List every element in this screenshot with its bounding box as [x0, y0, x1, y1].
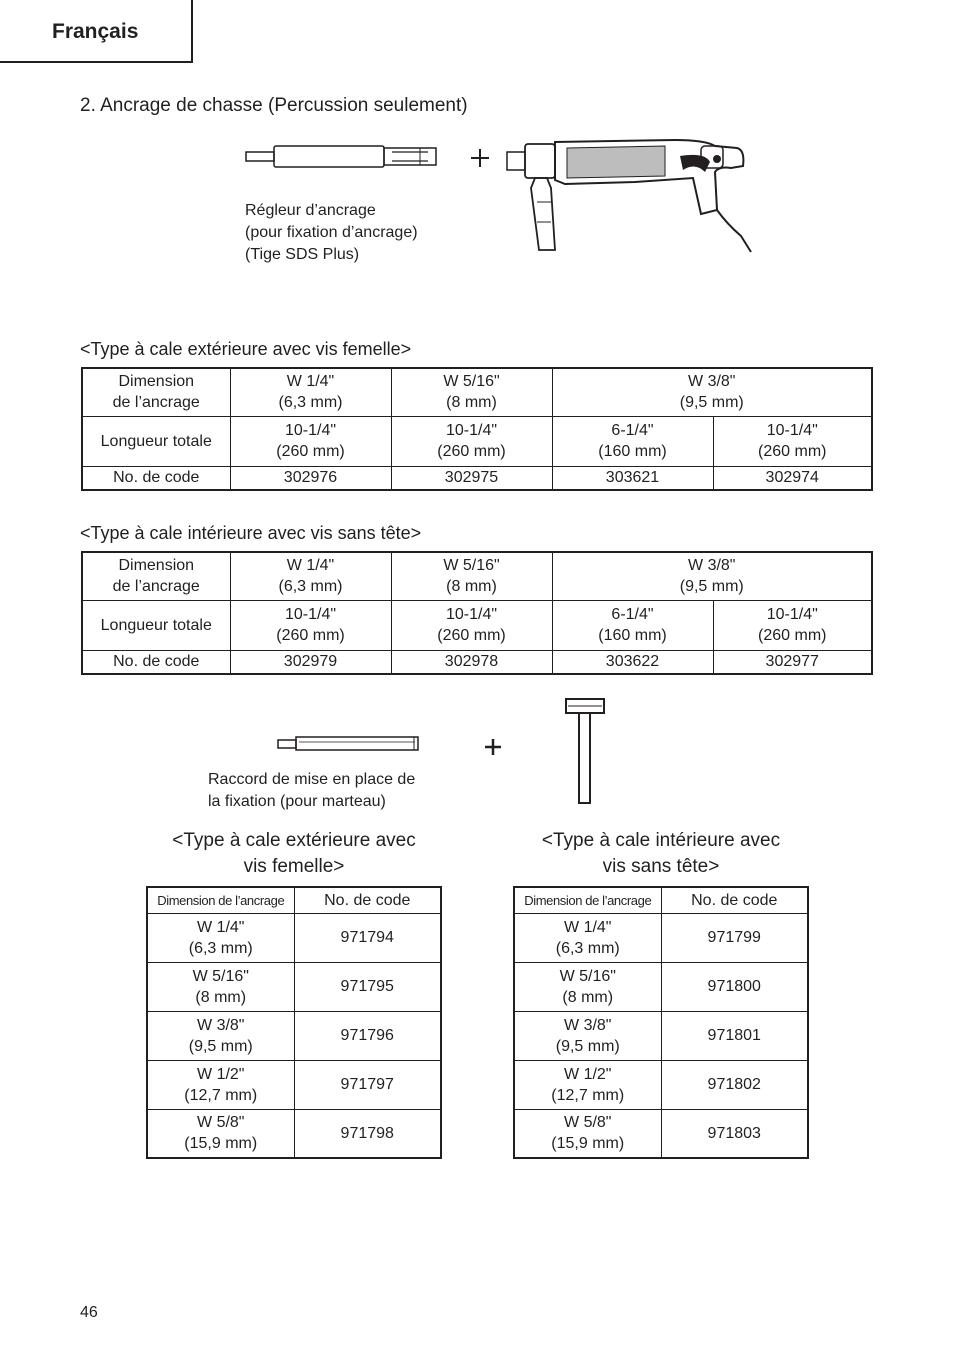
code-cell: 302976 — [230, 466, 391, 490]
code-cell: 971794 — [294, 913, 441, 962]
code-cell: 302975 — [391, 466, 552, 490]
dimension-cell: W 1/4" (6,3 mm) — [514, 913, 661, 962]
dimension-cell: W 5/8" (15,9 mm) — [514, 1109, 661, 1158]
dimension-cell: W 5/16" (8 mm) — [391, 368, 552, 416]
dimension-cell: W 1/2" (12,7 mm) — [514, 1060, 661, 1109]
table-row — [514, 1011, 808, 1060]
length-cell: 10-1/4" (260 mm) — [230, 416, 391, 466]
table-row — [82, 368, 872, 416]
code-cell: 303621 — [552, 466, 713, 490]
dimension-cell: W 1/4" (6,3 mm) — [147, 913, 294, 962]
row-header-dimension: Dimension de l’ancrage — [82, 552, 230, 600]
anchor-setter-icon — [244, 140, 444, 180]
setting-tool-caption — [208, 769, 415, 813]
table-ext-label: <Type à cale extérieure avec vis femelle> — [80, 339, 412, 359]
plus-icon — [484, 738, 502, 756]
row-header-length: Longueur totale — [82, 416, 230, 466]
table-row — [147, 1011, 441, 1060]
table-row — [147, 1060, 441, 1109]
code-cell: 971800 — [661, 962, 808, 1011]
tool-code-table-external — [146, 886, 442, 1159]
code-cell: 302974 — [713, 466, 872, 490]
table-row — [82, 600, 872, 650]
table-row — [82, 650, 872, 674]
table-row — [147, 1109, 441, 1158]
length-cell: 6-1/4" (160 mm) — [552, 600, 713, 650]
column-header-code: No. de code — [661, 887, 808, 913]
caption-line: Raccord de mise en place de — [208, 771, 416, 788]
dimension-cell: W 3/8" (9,5 mm) — [552, 368, 872, 416]
row-header-code: No. de code — [82, 466, 230, 490]
language-tab — [0, 0, 193, 63]
small-table-int-title: <Type à cale intérieure avec vis sans tête> — [541, 830, 781, 877]
table-row — [514, 962, 808, 1011]
dimension-cell: W 3/8" (9,5 mm) — [147, 1011, 294, 1060]
caption-line: la fixation (pour marteau) — [208, 793, 386, 810]
setting-tool-icon — [277, 734, 423, 754]
code-cell: 971803 — [661, 1109, 808, 1158]
language-label: Français — [52, 20, 139, 43]
small-table-ext-title: <Type à cale extérieure avec vis femelle> — [172, 830, 416, 877]
code-cell: 971799 — [661, 913, 808, 962]
table-row — [82, 466, 872, 490]
code-cell: 971801 — [661, 1011, 808, 1060]
table-row — [82, 416, 872, 466]
table-int-label: <Type à cale intérieure avec vis sans tête> — [80, 523, 422, 543]
row-header-dimension: Dimension de l’ancrage — [82, 368, 230, 416]
caption-line: Régleur d’ancrage — [245, 202, 376, 219]
caption-line: (Tige SDS Plus) — [245, 246, 360, 263]
code-cell: 971797 — [294, 1060, 441, 1109]
length-cell: 10-1/4" (260 mm) — [391, 416, 552, 466]
caption-line: (pour fixation d’ancrage) — [245, 224, 418, 241]
dimension-cell: W 3/8" (9,5 mm) — [552, 552, 872, 600]
column-header-dimension: Dimension de l’ancrage — [514, 887, 661, 913]
tool-code-table-internal — [513, 886, 809, 1159]
column-header-code: No. de code — [294, 887, 441, 913]
table-header-row — [147, 887, 441, 913]
length-cell: 10-1/4" (260 mm) — [713, 416, 872, 466]
table-row — [82, 552, 872, 600]
length-cell: 10-1/4" (260 mm) — [391, 600, 552, 650]
code-cell: 302979 — [230, 650, 391, 674]
anchor-setter-caption — [245, 200, 418, 266]
code-cell: 302978 — [391, 650, 552, 674]
length-cell: 10-1/4" (260 mm) — [230, 600, 391, 650]
hammer-icon — [560, 696, 610, 808]
table-row — [514, 1060, 808, 1109]
row-header-code: No. de code — [82, 650, 230, 674]
dimension-cell: W 5/16" (8 mm) — [514, 962, 661, 1011]
dimension-cell: W 1/2" (12,7 mm) — [147, 1060, 294, 1109]
dimension-cell: W 1/4" (6,3 mm) — [230, 552, 391, 600]
section-title: 2. Ancrage de chasse (Percussion seulement) — [80, 95, 468, 116]
code-cell: 971802 — [661, 1060, 808, 1109]
table-row — [514, 1109, 808, 1158]
code-cell: 303622 — [552, 650, 713, 674]
dimension-cell: W 5/8" (15,9 mm) — [147, 1109, 294, 1158]
dimension-cell: W 5/16" (8 mm) — [391, 552, 552, 600]
table-row — [147, 913, 441, 962]
plus-icon — [470, 148, 490, 168]
code-cell: 971796 — [294, 1011, 441, 1060]
dimension-cell: W 5/16" (8 mm) — [147, 962, 294, 1011]
length-cell: 10-1/4" (260 mm) — [713, 600, 872, 650]
length-cell: 6-1/4" (160 mm) — [552, 416, 713, 466]
anchor-table-external — [81, 367, 873, 491]
dimension-cell: W 1/4" (6,3 mm) — [230, 368, 391, 416]
column-header-dimension: Dimension de l’ancrage — [147, 887, 294, 913]
dimension-cell: W 3/8" (9,5 mm) — [514, 1011, 661, 1060]
anchor-table-internal — [81, 551, 873, 675]
code-cell: 302977 — [713, 650, 872, 674]
code-cell: 971798 — [294, 1109, 441, 1158]
table-header-row — [514, 887, 808, 913]
code-cell: 971795 — [294, 962, 441, 1011]
table-row — [147, 962, 441, 1011]
page-number: 46 — [80, 1304, 98, 1321]
rotary-hammer-drill-icon — [505, 132, 765, 262]
table-row — [514, 913, 808, 962]
row-header-length: Longueur totale — [82, 600, 230, 650]
